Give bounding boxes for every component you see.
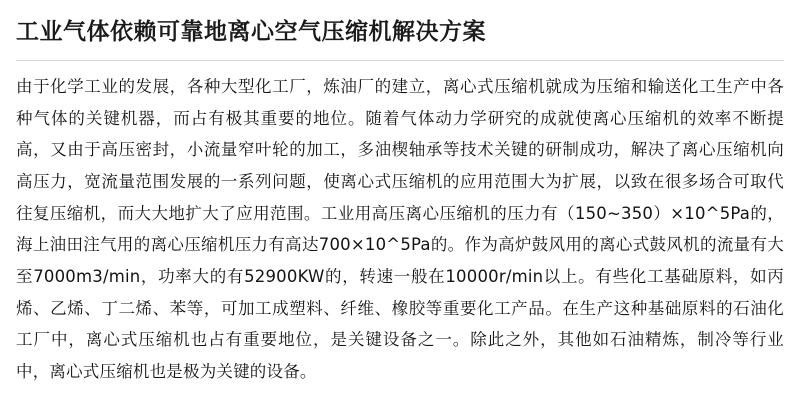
page-title: 工业气体依赖可靠地离心空气压缩机解决方案 bbox=[16, 19, 486, 45]
document-body-paragraph: 由于化学工业的发展，各种大型化工厂，炼油厂的建立，离心式压缩机就成为压缩和输送化工生产中各种气体的关键机器，而占有极其重要的地位。随着气体动力学研究的成就使离心压缩机的效率不断提高，又由于高压密封，小流量窄叶轮的加工，多油楔轴承等技术关键的研制成功，解决了离心压缩机向高压力，宽流量范围发展的一系列问题，使离心式压缩机的应用范围大为扩展，以致在很多场合可取代往复压缩机，而大大地扩大了应用范围。工业用高压离心压缩机的压力有（150~350）×10^5Pa的，海上油田注气用的离心压缩机压力有高达700×10^5Pa的。作为高炉鼓风用的离心式鼓风机的流量有大至7000m3/min，功率大的有52900KW的，转速一般在10000r/min以上。有些化工基础原料，如丙烯、乙烯、丁二烯、苯等，可加工成塑料、纤维、橡胶等重要化工产品。在生产这种基础原料的石油化工厂中，离心式压缩机也占有重要地位，是关键设备之一。除此之外，其他如石油精炼，制冷等行业中，离心式压缩机也是极为关键的设备。 bbox=[16, 76, 784, 381]
title-divider bbox=[16, 60, 784, 61]
